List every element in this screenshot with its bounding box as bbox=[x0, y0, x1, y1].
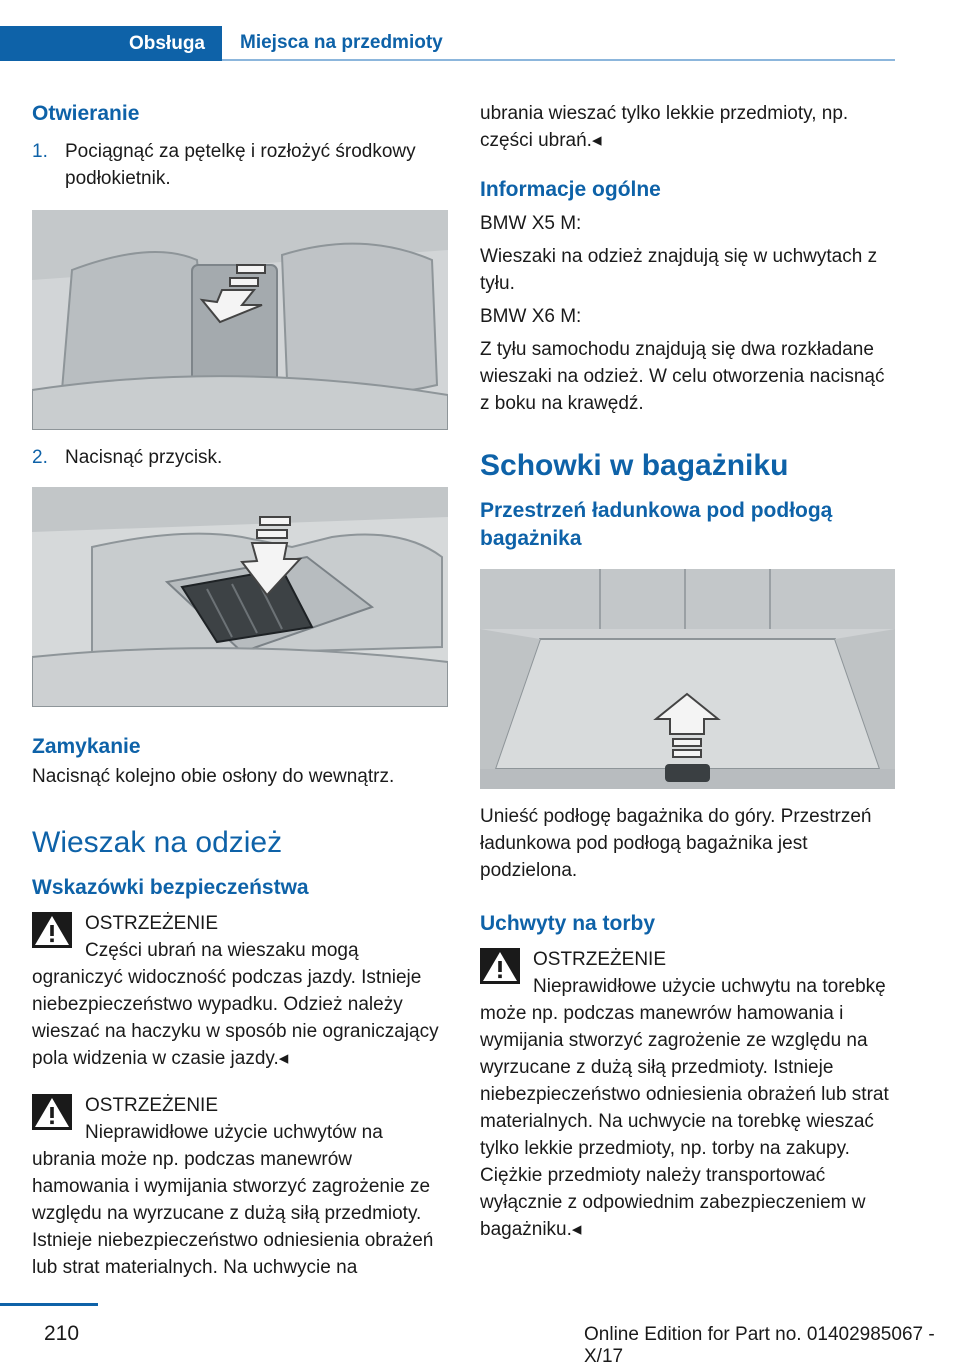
schowki-heading: Schowki w bagażniku bbox=[480, 449, 789, 482]
tab-obsluga[interactable]: Obsługa bbox=[0, 26, 222, 61]
otwieranie-heading: Otwieranie bbox=[32, 102, 140, 125]
x6-text: Z tyłu samochodu znajdują się dwa rozkładane wieszaki na odzież. W celu otworzenia nacisnąć z boku na krawędź. bbox=[480, 339, 885, 414]
footer-rule bbox=[0, 1303, 98, 1306]
warning-triangle-icon bbox=[480, 948, 520, 984]
warning-heading: OSTRZEŻENIE bbox=[85, 913, 219, 934]
step-1 bbox=[32, 138, 448, 192]
warning-block bbox=[32, 1092, 448, 1281]
warning-heading: OSTRZEŻENIE bbox=[85, 1095, 219, 1116]
edition-note: Online Edition for Part no. 01402985067 - X/17 bbox=[584, 1324, 935, 1367]
warning-text bbox=[480, 973, 896, 1243]
right-column bbox=[480, 100, 896, 1243]
warning-text-body: Części ubrań na wieszaku mogą ograniczyć widoczność podczas jazdy. Istnieje niebezpieczeństwo wypadku. Odzież należy wieszać na haczyku w sposób nie ograniczający pola widzenia w czasie jazdy.◂ bbox=[32, 940, 439, 1069]
step-number: 1. bbox=[32, 141, 48, 162]
wskazowki-heading: Wskazówki bezpieczeństwa bbox=[32, 876, 309, 899]
uchwyty-heading: Uchwyty na torby bbox=[480, 912, 656, 935]
zamykanie-text: Nacisnąć kolejno obie osłony do wewnątrz. bbox=[32, 766, 395, 787]
left-column bbox=[32, 100, 448, 1281]
trunk-floor-illustration bbox=[480, 569, 895, 789]
informacje-heading: Informacje ogólne bbox=[480, 178, 661, 201]
warning-text bbox=[32, 937, 448, 1072]
x5-label: BMW X5 M: bbox=[480, 213, 582, 234]
przestrzen-heading: Przestrzeń ładunkowa pod podłogą bagażnika bbox=[480, 499, 833, 550]
button-illustration bbox=[32, 487, 448, 707]
warning-text-body: Nieprawidłowe użycie uchwytu na torebkę może np. podczas manewrów hamowania i wymijania stworzyć zagrożenie ze względu na wyrzucane z dużą siłą przedmioty. Istnieje niebezpieczeństwo odniesienia obrażeń lub strat materialnych. Na uchwycie na torebkę wieszać tylko lekkie przedmioty, np. torby na zakupy. Ciężkie przedmioty należy transportować wyłącznie z odpowiednim zabezpieczeniem w bagażniku.◂ bbox=[480, 976, 889, 1240]
warning-heading: OSTRZEŻENIE bbox=[533, 949, 667, 970]
x5-text: Wieszaki na odzież znajdują się w uchwytach z tyłu. bbox=[480, 246, 878, 294]
warning-text bbox=[32, 1119, 448, 1281]
page-header bbox=[0, 26, 895, 61]
continued-text: ubrania wieszać tylko lekkie przedmioty, np. części ubrań.◂ bbox=[480, 103, 849, 151]
warning-block bbox=[480, 946, 896, 1243]
step-text: Nacisnąć przycisk. bbox=[65, 447, 223, 468]
armrest-illustration bbox=[32, 210, 448, 430]
step-text: Pociągnąć za pętelkę i rozłożyć środkowy podłokietnik. bbox=[65, 141, 416, 189]
przestrzen-text: Unieść podłogę bagażnika do góry. Przestrzeń ładunkowa pod podłogą bagażnika jest podzielona. bbox=[480, 806, 872, 881]
warning-triangle-icon bbox=[32, 912, 72, 948]
zamykanie-heading: Zamykanie bbox=[32, 735, 141, 758]
page-number: 210 bbox=[44, 1322, 80, 1345]
warning-text-body: Nieprawidłowe użycie uchwytów na ubrania może np. podczas manewrów hamowania i wymijania stworzyć zagrożenie ze względu na wyrzucane z dużą siłą przedmioty. Istnieje niebezpieczeństwo odniesienia obrażeń lub strat materialnych. Na uchwycie na bbox=[32, 1122, 434, 1278]
tab-miejsca-na-przedmioty[interactable]: Miejsca na przedmioty bbox=[222, 26, 895, 61]
wieszak-heading: Wieszak na odzież bbox=[32, 826, 283, 859]
warning-block bbox=[32, 910, 448, 1072]
step-2 bbox=[32, 444, 448, 471]
warning-triangle-icon bbox=[32, 1094, 72, 1130]
x6-label: BMW X6 M: bbox=[480, 306, 582, 327]
step-number: 2. bbox=[32, 447, 48, 468]
